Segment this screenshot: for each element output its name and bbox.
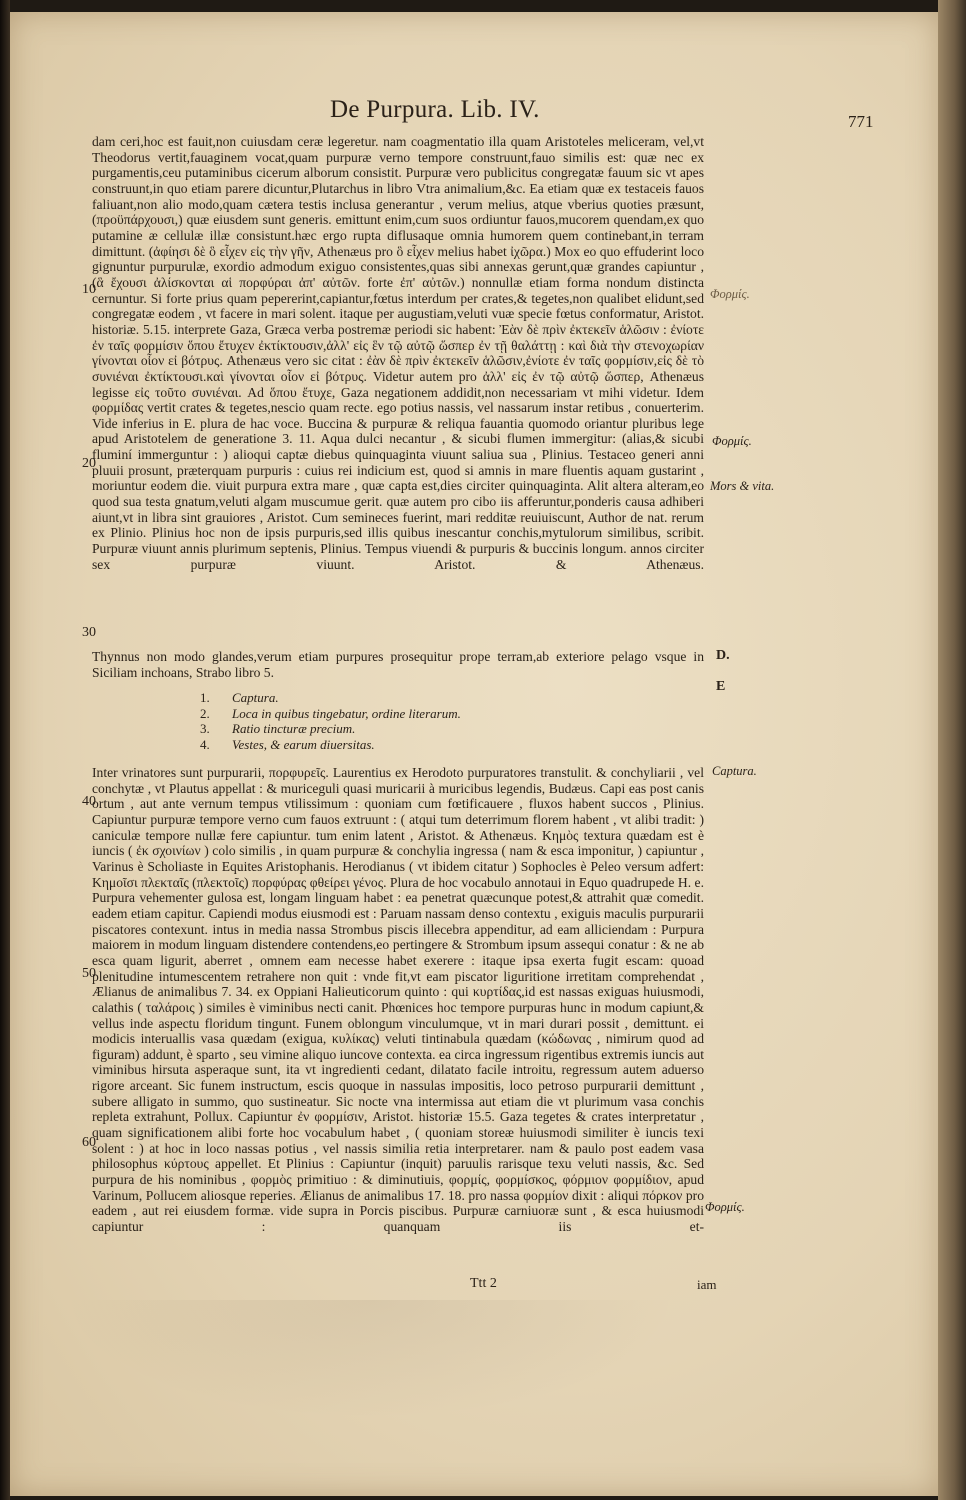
line-number: 10 xyxy=(82,282,96,297)
list-item: 4. Vestes, & earum diuersitas. xyxy=(200,736,375,752)
list-item: 1. Captura. xyxy=(200,690,279,705)
catchword: iam xyxy=(697,1277,717,1292)
signature-mark: Ttt 2 xyxy=(470,1276,497,1291)
line-number: 30 xyxy=(82,625,96,640)
paragraph-3: Inter vrinatores sunt purpurarii, πορφυρεῖς. Laurentius ex Herodoto purpuratores transtulit. & conchyliarii , vel conchytæ , vt Plautus appellat : & muriceguli quasi muricarii à muricibus legendis, Budæus. Capi eas post canis ortum , aut ante vernum tempus vtilissimum : quoniam cum fœtificauere , fluxos habent succos , Plinius. Capiuntur purpuræ tempore verno cum fauos extruunt : ( atqui tum deterrimum florem habent , vt alibi tradit: ) caniculæ tempore nullæ fere capiuntur. tum enim latent , Aristot. & Athenæus. Κημὸς textura quædam est è iuncis ( ἐκ σχοινίων ) colo similis , in quam purpuræ & conchylia ingressa ( nam & esca imponitur, ) capiuntur , Varinus è Scholiaste in Equites Aristophanis. Herodianus ( vt ibidem citatur ) Sophocles è Peleo versum adfert: Κημοῖσι πλεκταῖς (πλεκτοῖς) πορφύρας φθείρει γένος. Plura de hoc vocabulo annotaui in Equo quadrupede H. e. Purpura vehementer gulosa est, longam linguam habet : ea penetrat quæcunque potest,& attrahit quæ comedit. eadem etiam capitur. Capiendi modus eiusmodi est : Paruam nassam denso contextu , exiguis maculis purpurarii piscatores contexunt. intus in media nassa Strombus piscis illecebra appenditur, ad eam alliciendam : Purpura maiorem in modum linguam distendere contendens,eo pertingere & Strombum ipsum assequi conatur : & ne ab esca quam ligurit, aberret , omnem eam necesse habet exerere : itaque ipsa exerta fugit escam: quoad plenitudine intumescentem retrahere non quit : vnde fit,vt eam piscator liguritione irretitam comprehendat , Ælianus de animalibus 7. 34. ex Oppiani Halieuticorum quinto : qui κυρτίδας,id est nassas exiguas huiusmodi, calathis ( ταλάροις ) similes è viminibus necti canit. Phœnices hoc tempore purpuras hunc in modum capiunt,& vellus inde aspectu floridum tingunt. Funem oblongum vinculumque, vt in mari durari possit , demittunt. ei modicis interuallis vasa quædam (exigua, κυλίκας) veluti tintinabula quædam (κώδωνας , nimirum quod ad figuram) addunt, è sparto , seu vimine aliquo iuncove contexta. ea circa ingressum rigentibus extremis iuncis aut viminibus hirsuta asperaque sunt, ita vt ingredienti cedant, dilatato facile introitu, regressum autem aduerso rigore arceant. Sic funem instructum, escis quoque in nassulas impositis, loco petroso purpurarii demittunt , subere alligato in summo, quo sustineatur. Sic nocte vna intermissa aut etiam die vt plurimum vasa conchis repleta extrahunt, Pollux. Capiuntur ἐν φορμίσιν, Aristot. historiæ 15.5. Gaza tegetes & crates interpretatur , quam significationem alibi forte hoc vocabulum habet , ( quoniam storeæ huiusmodi similiter è iuncis texi solent : ) at hoc in loco nassas potius , vel nassis similia retia interpretarer. nam & paulo post eadem vasa philosophus κύρτους appellet. Et Plinius : Capiuntur (inquit) paruulis rarisque texu veluti nassis, &c. Sed purpura de his nominibus , φορμὸς primitiuo : & diminutiuis, φορμίς, φορμίσκος, φόρμιον φορμίδιον, apud Varinum, Pollucem aliosque reperies. Ælianus de animalibus 17. 18. pro nassa φορμίον dixit : aliqui πόρκον pro eadem , aut rei eiusdem formæ. vide supra in Porcis piscibus. Purpuræ carniuoræ sunt , & esca huiusmodi capiuntur : quanquam iis et- xyxy=(92,765,704,1235)
page-edge xyxy=(938,0,966,1500)
line-number: 40 xyxy=(82,794,96,809)
page-number: 771 xyxy=(848,112,874,131)
line-number: 20 xyxy=(82,456,96,471)
margin-note: D. xyxy=(716,648,730,663)
paragraph-1: dam ceri,hoc est fauit,non cuiusdam ceræ legeretur. nam coagmentatio illa quam Aristoteles meliceram, vel,vt Theodorus vertit,fauaginem vocat,quam purpuræ verno tempore construunt,fauo similis est: quæ nec ex purgamentis,ceu putaminibus cicerum alborum consistit. Purpuræ vero publicitus congregatæ fauum sic vt apes construunt,in quo etiam parere dicuntur,Plutarchus in libro Vtra animalium,&c. Ea etiam quæ ex testaceis fauos faliuant,non alio modo,quam cætera testis inclusa generantur , verum melius, atque vberius quoties præsunt,(προϋπάρχουσι,) quæ eiusdem sunt generis. emittunt enim,cum suos ordiuntur fauos,mucorem quendam,ex quo putamine æ cellulæ illæ consistunt.hæc ergo rupta diflusaque omnia humorem quem continebant,in terram dimittunt. (ἀφίησι δὲ ὃ εἶχεν εἰς τὴν γῆν, Athenæus pro ὃ εἶχεν melius habet ἰχῶρα.) Mox eo quo effuderint loco gignuntur purpurulæ, exordio admodum exiguo consistentes,quas sibi annexas gerunt,quæ grandes capiuntur , (ἃ ἔχουσι ἀλίσκονται αἱ πορφύραι ἀπ' αὐτῶν. forte ἐπ' αὐτῶν.) nonnullæ etiam forma nondum distincta cernuntur. Si forte prius quam pepererint,capiantur,fœtus interdum per crates,& tegetes,non qualibet elidunt,sed congregatæ eodem , vt facere in mari solent. itaque per augustiam,veluti vuæ specie fœtus conformatur, Aristot. historiæ. 5.15. interprete Gaza, Græca verba postremæ periodi sic habent: Ἐὰν δὲ πρὶν ἐκτεκεῖν ἁλῶσιν : ἐνίοτε ἐν ταῖς φορμίσιν ὅπου ἔτυχεν ἐκτίκτουσιν,ἀλλ' εἰς ἓν τῷ αὐτῷ ὥσπερ ἐν τῇ θαλάττῃ : καὶ διὰ τὴν στενοχωρίαν γίνονται οἷον εἰ βότρυς. Athenæus vero sic citat : ἐὰν δὲ πρὶν ἐκτεκεῖν ἁλῶσιν,ἐνίοτε ἐν ταῖς φορμίσιν,εἰς δὲ τὸ συνιέναι ἐκτίκτουσι.καὶ γίνονται οἷον εἰ βότρυς. Videtur autem pro ἀλλ' εἰς ἐν τῷ αὐτῷ ὥσπερ, Athenæus legisse εἰς τοῦτο συνιέναι. Ad ὅπου ἔτυχε, Gaza negationem addidit,non necessariam vt mihi videtur. Idem φορμίδας vertit crates & tegetes,nescio quam recte. ego potius nassis, vel nassarum instar retibus , conuerterim. Vide inferius in E. plura de hac voce. Buccina & purpuræ & reliqua fauantia quomodo oriantur pluribus lege apud Aristotelem de generatione 3. 11. Aqua dulci necantur , & sicubi flumen immergitur: (alias,& sicubi fluminí immerguntur : ) alioqui captæ diebus quinquaginta viuunt saliua sua , Plinius. Testaceo generi anni pluuii prosunt, præterquam purpuris : cuius rei indicium est, quod si amnis in mare fluentis aquam gustarint , moriuntur eodem die. viuit purpura extra mare , quæ capta est,dies circiter quinquaginta. Alit altera alteram,eo quod sua testa gnatum,veluti algam muscumue gerit. quæ autem pro cibo iis afferuntur,ponderis causa adhiberi aiunt,vt in libra sint grauiores , Aristot. Cum semineces fuerint, mari redditæ reuiuiscunt, Author de nat. rerum ex Plinio. Plinius hoc non de ipsis purpuris,sed illis quibus inescantur conchis,mytulorum similibus, scribit. Purpuræ viuunt annis plurimum septenis, Plinius. Tempus viuendi & purpuris & buccinis longum. annos circiter sex purpuræ viuunt. Aristot. & Athenæus. xyxy=(92,134,704,572)
line-number: 60 xyxy=(82,1135,96,1150)
line-number: 50 xyxy=(82,966,96,981)
margin-note: Φορμίς. xyxy=(712,434,752,448)
running-title: De Purpura. Lib. IV. xyxy=(330,96,540,123)
list-item: 2. Loca in quibus tingebatur, ordine literarum. xyxy=(200,705,461,721)
book-binding xyxy=(0,0,10,1500)
list-item: 3. Ratio tincturæ precium. xyxy=(200,721,356,736)
ink-bleed-through xyxy=(60,1300,680,1420)
margin-note: E xyxy=(716,679,726,694)
margin-note: Captura. xyxy=(712,764,757,778)
margin-note: Mors & vita. xyxy=(710,479,775,493)
margin-note: Φορμίς. xyxy=(710,287,750,301)
paragraph-2: Thynnus non modo glandes,verum etiam purpures prosequitur prope terram,ab exteriore pelago vsque in Siciliam inchoans, Strabo libro 5. xyxy=(92,649,704,680)
chapter-outline xyxy=(200,690,461,752)
margin-note: Φορμίς. xyxy=(705,1200,745,1214)
